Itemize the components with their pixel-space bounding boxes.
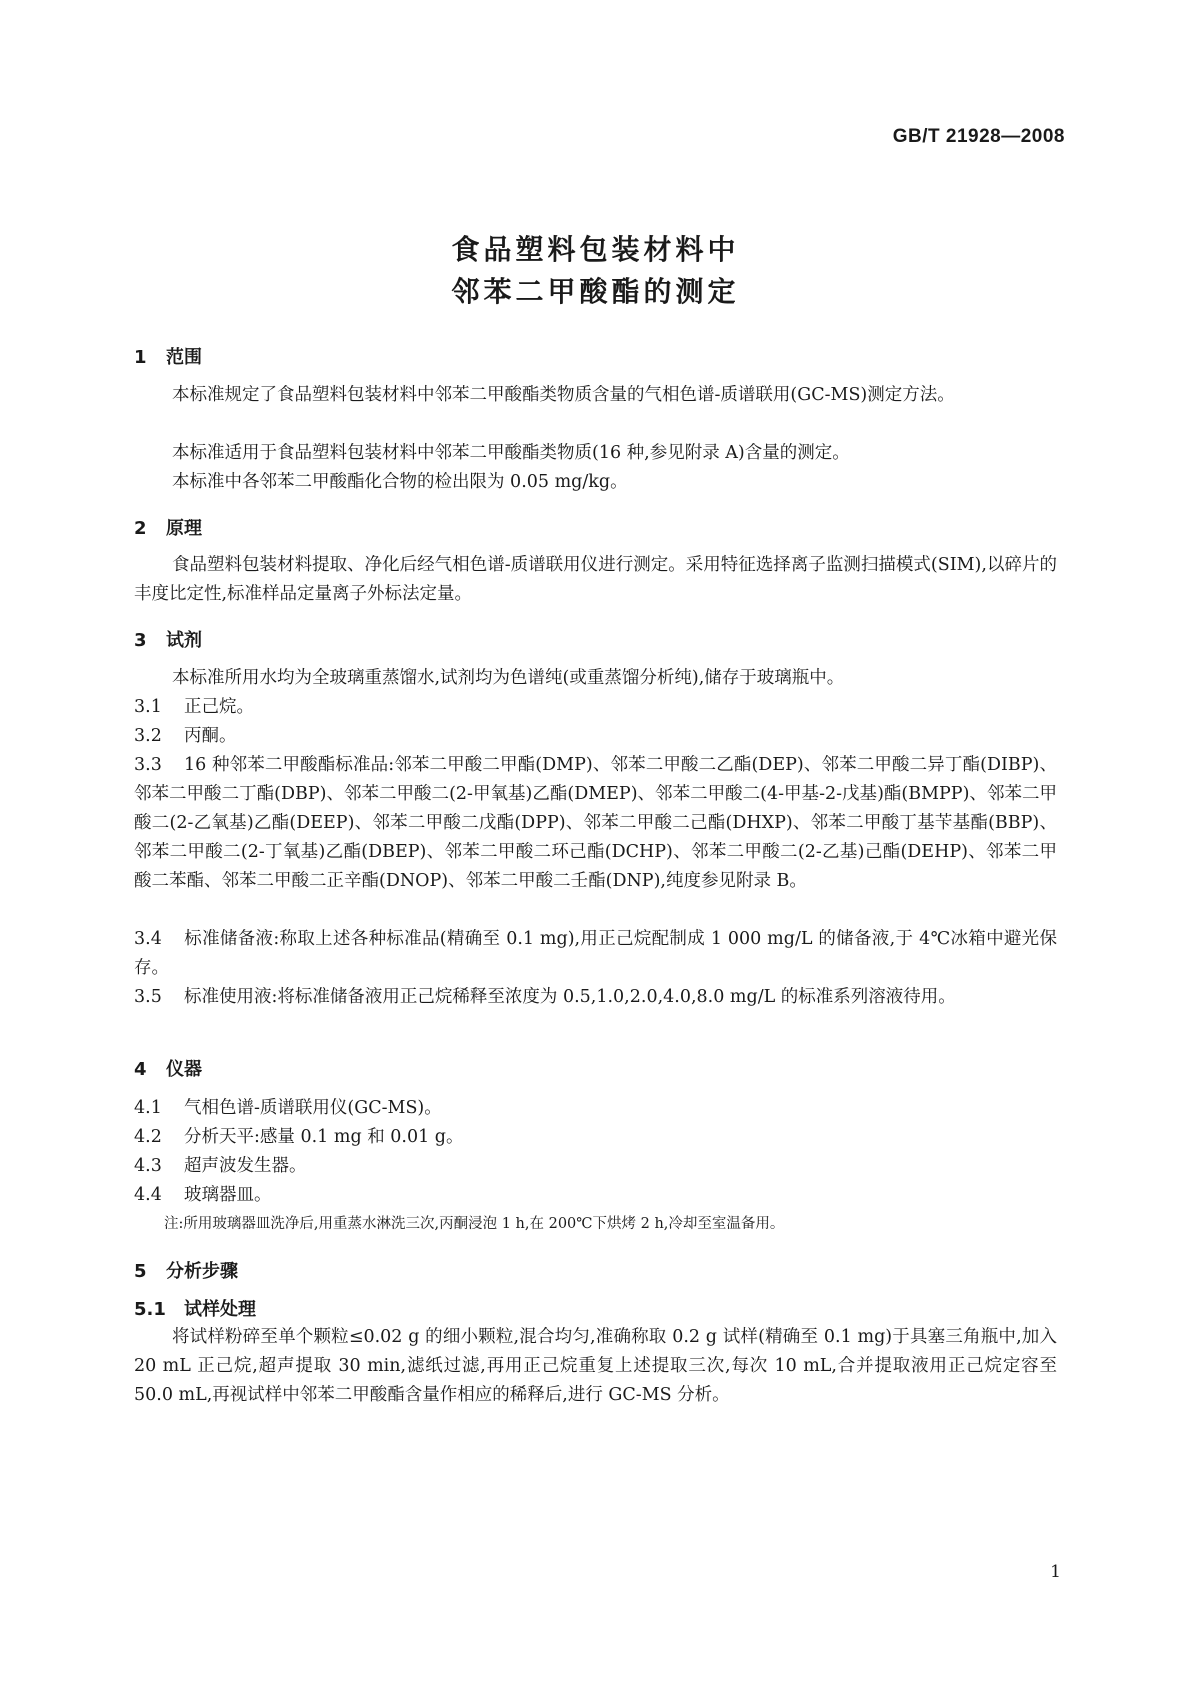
item-number: 3.5 bbox=[134, 987, 162, 1007]
section-number: 1 bbox=[134, 347, 147, 368]
section-number: 5 bbox=[134, 1261, 147, 1282]
item-number: 3.3 bbox=[134, 755, 162, 775]
list-item bbox=[134, 693, 1057, 722]
list-item bbox=[134, 1152, 1057, 1181]
item-text: 16 种邻苯二甲酸酯标准品:邻苯二甲酸二甲酯(DMP)、邻苯二甲酸二乙酯(DEP)、邻苯二甲酸二异丁酯(DIBP)、邻苯二甲酸二丁酯(DBP)、邻苯二甲酸二(2-甲氧基)乙酯(DMEP)、邻苯二甲酸二(4-甲基-2-戊基)酯(BMPP)、邻苯二甲酸二(2-乙氧基)乙酯(DEEP)、邻苯二甲酸二戊酯(DPP)、邻苯二甲酸二己酯(DHXP)、邻苯二甲酸丁基苄基酯(BBP)、邻苯二甲酸二(2-丁氧基)乙酯(DBEP)、邻苯二甲酸二环己酯(DCHP)、邻苯二甲酸二(2-乙基)己酯(DEHP)、邻苯二甲酸二苯酯、邻苯二甲酸二正辛酯(DNOP)、邻苯二甲酸二壬酯(DNP),纯度参见附录 B。 bbox=[134, 755, 1057, 891]
list-item bbox=[134, 983, 1057, 1012]
item-text: 气相色谱-质谱联用仪(GC-MS)。 bbox=[184, 1098, 442, 1118]
item-text: 玻璃器皿。 bbox=[184, 1185, 272, 1205]
list-item bbox=[134, 751, 1057, 896]
item-text: 分析天平:感量 0.1 mg 和 0.01 g。 bbox=[184, 1127, 464, 1147]
list-item bbox=[134, 722, 1057, 751]
standard-number: GB/T 21928—2008 bbox=[892, 126, 1065, 147]
subsection-5-1-heading bbox=[134, 1295, 256, 1321]
item-number: 4.3 bbox=[134, 1156, 162, 1176]
section-1-heading bbox=[134, 343, 202, 369]
item-text: 标准使用液:将标准储备液用正己烷稀释至浓度为 0.5,1.0,2.0,4.0,8.0 mg/L 的标准系列溶液待用。 bbox=[184, 987, 956, 1007]
list-item bbox=[134, 1181, 1057, 1210]
section-4-heading bbox=[134, 1055, 202, 1081]
section-title: 分析步骤 bbox=[166, 1261, 238, 1282]
note: 注:所用玻璃器皿洗净后,用重蒸水淋洗三次,丙酮浸泡 1 h,在 200℃下烘烤 2 h,冷却至室温备用。 bbox=[164, 1216, 785, 1232]
item-number: 3.2 bbox=[134, 726, 162, 746]
section-number: 4 bbox=[134, 1059, 147, 1080]
paragraph: 将试样粉碎至单个颗粒≤0.02 g 的细小颗粒,混合均匀,准确称取 0.2 g 试样(精确至 0.1 mg)于具塞三角瓶中,加入 20 mL 正己烷,超声提取 30 min,滤纸过滤,再用正己烷重复上述提取三次,每次 10 mL,合并提取液用正己烷定容至 50.0 mL,再视试样中邻苯二甲酸酯含量作相应的稀释后,进行 GC-MS 分析。 bbox=[134, 1327, 1057, 1405]
section-title: 范围 bbox=[166, 347, 202, 368]
item-number: 3.1 bbox=[134, 697, 162, 717]
section-number: 2 bbox=[134, 518, 147, 539]
item-text: 标准储备液:称取上述各种标准品(精确至 0.1 mg),用正己烷配制成 1 000 mg/L 的储备液,于 4℃冰箱中避光保存。 bbox=[134, 929, 1057, 978]
page-number: 1 bbox=[1050, 1562, 1061, 1582]
list-item bbox=[134, 1094, 1057, 1123]
item-number: 4.1 bbox=[134, 1098, 162, 1118]
list-item bbox=[134, 925, 1057, 983]
section-3-heading bbox=[134, 626, 202, 652]
section-2-heading bbox=[134, 514, 202, 540]
section-title: 仪器 bbox=[166, 1059, 202, 1080]
item-number: 4.2 bbox=[134, 1127, 162, 1147]
paragraph: 本标准规定了食品塑料包装材料中邻苯二甲酸酯类物质含量的气相色谱-质谱联用(GC-MS)测定方法。 bbox=[172, 385, 955, 405]
subsection-title: 试样处理 bbox=[184, 1299, 256, 1320]
document-title-line-2: 邻苯二甲酸酯的测定 bbox=[451, 275, 740, 308]
paragraph: 本标准适用于食品塑料包装材料中邻苯二甲酸酯类物质(16 种,参见附录 A)含量的测定。 bbox=[172, 443, 850, 463]
item-text: 丙酮。 bbox=[184, 726, 237, 746]
item-number: 3.4 bbox=[134, 929, 162, 949]
item-text: 超声波发生器。 bbox=[184, 1156, 307, 1176]
item-text: 正己烷。 bbox=[184, 697, 254, 717]
paragraph: 本标准中各邻苯二甲酸酯化合物的检出限为 0.05 mg/kg。 bbox=[172, 472, 628, 492]
item-number: 4.4 bbox=[134, 1185, 162, 1205]
section-5-heading bbox=[134, 1257, 238, 1283]
list-item bbox=[134, 1123, 1057, 1152]
paragraph: 本标准所用水均为全玻璃重蒸馏水,试剂均为色谱纯(或重蒸馏分析纯),储存于玻璃瓶中。 bbox=[172, 668, 845, 688]
paragraph: 食品塑料包装材料提取、净化后经气相色谱-质谱联用仪进行测定。采用特征选择离子监测扫描模式(SIM),以碎片的丰度比定性,标准样品定量离子外标法定量。 bbox=[134, 555, 1057, 604]
section-title: 试剂 bbox=[166, 630, 202, 651]
section-number: 3 bbox=[134, 630, 147, 651]
section-title: 原理 bbox=[166, 518, 202, 539]
document-title-line-1: 食品塑料包装材料中 bbox=[451, 233, 740, 266]
subsection-number: 5.1 bbox=[134, 1299, 166, 1320]
